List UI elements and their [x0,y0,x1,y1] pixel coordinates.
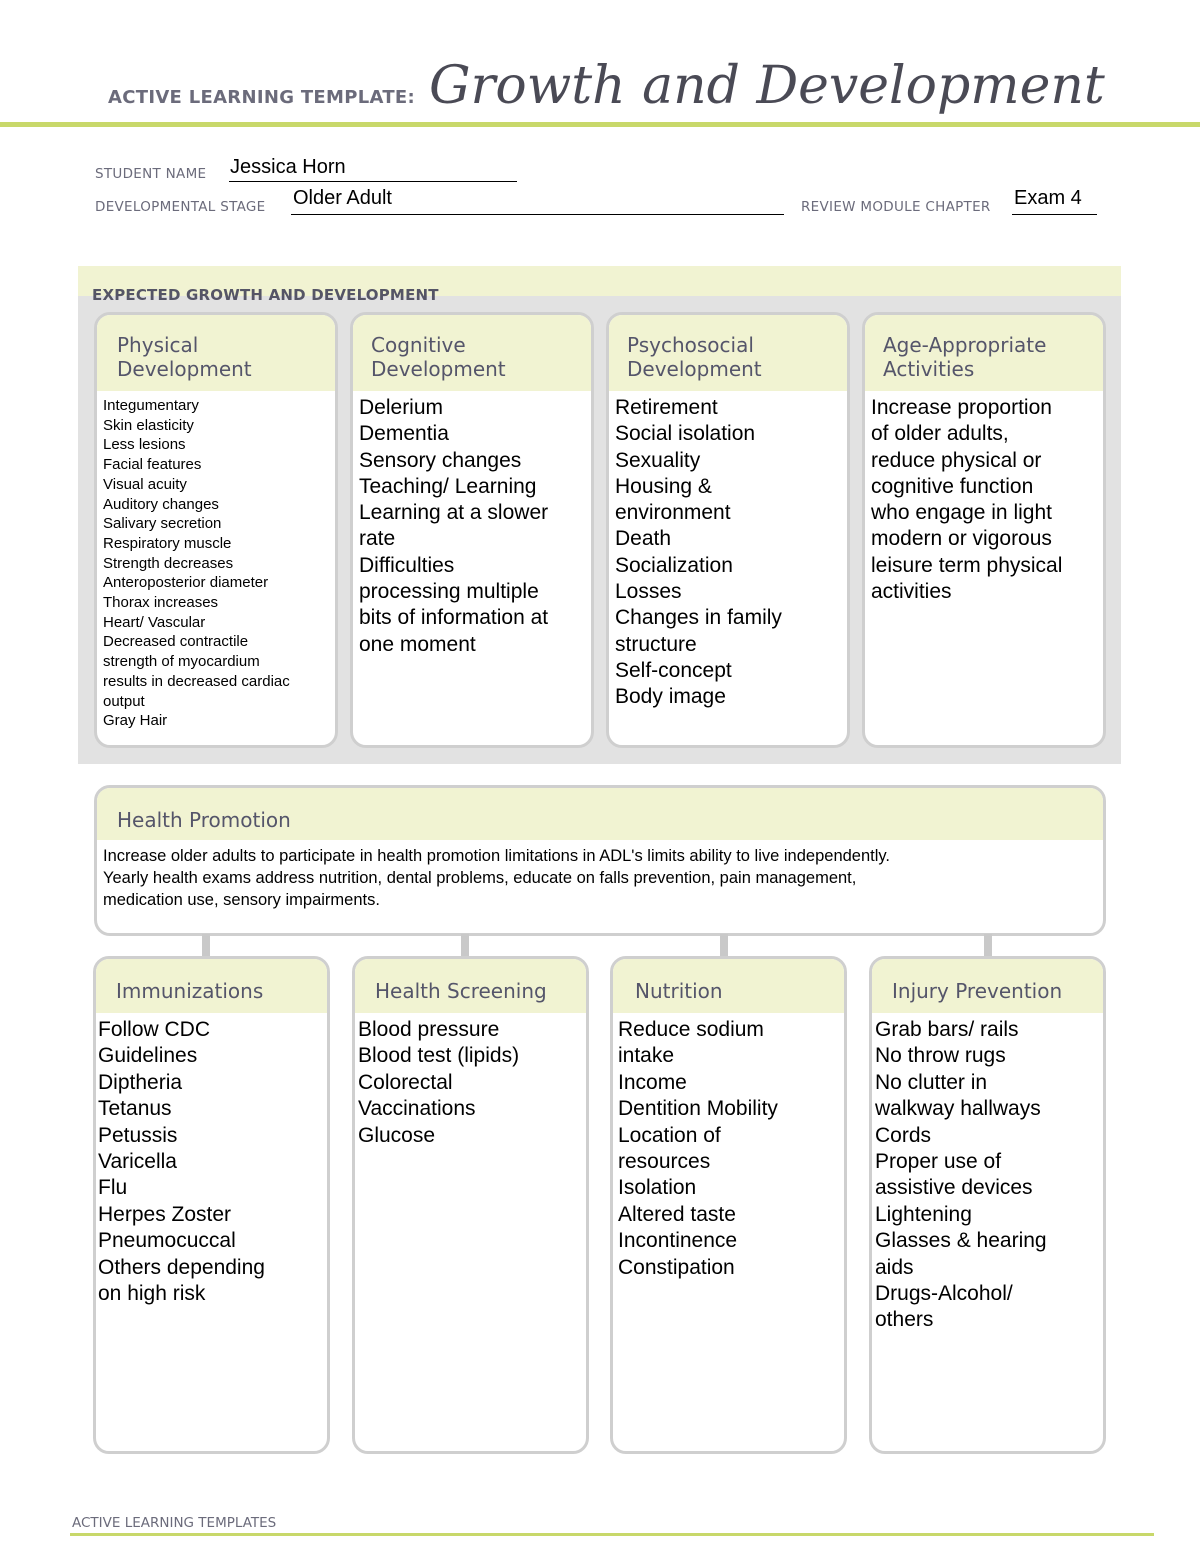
list-item: Proper use of [875,1150,1002,1174]
developmental-stage-label: DEVELOPMENTAL STAGE [95,199,266,215]
list-item: Retirement [615,396,718,419]
list-item: Losses [615,580,682,604]
psychosocial-development-list [609,391,847,711]
cognitive-development-list [353,391,591,658]
heading-line: Development [371,357,506,381]
nutrition-list [613,1013,844,1281]
list-item: Glasses & hearing [875,1229,1047,1253]
immunizations-heading: Immunizations [96,959,327,1013]
connector-immunizations [202,934,210,956]
list-item: Colorectal [358,1070,453,1094]
list-item: Teaching/ Learning [359,474,537,498]
list-item: Cords [875,1123,932,1147]
text-line: medication use, sensory impairments. [103,891,380,909]
list-item: intake [618,1044,675,1068]
list-item: Respiratory muscle [103,534,232,552]
list-item: Drugs-Alcohol/ [875,1282,1013,1306]
list-item: Dentition Mobility [618,1097,778,1121]
list-item: one moment [359,632,476,656]
list-item: structure [615,632,697,656]
injury-prevention-list [872,1013,1103,1334]
footer-label: ACTIVE LEARNING TEMPLATES [72,1515,277,1531]
list-item: Varicella [98,1150,177,1174]
list-item: Less lesions [103,436,186,454]
template-label: ACTIVE LEARNING TEMPLATE: [108,87,415,108]
list-item: leisure term physical [871,553,1063,577]
review-module-chapter-label: REVIEW MODULE CHAPTER [801,199,991,215]
list-item: Constipation [618,1255,735,1279]
health-screening-box [352,956,589,1454]
list-item: Altered taste [618,1202,736,1226]
list-item: on high risk [98,1282,206,1306]
list-item: Changes in family [615,606,782,630]
health-promotion-text [97,840,1103,911]
list-item: Income [618,1070,687,1094]
student-name-value[interactable]: Jessica Horn [230,156,346,178]
list-item: cognitive function [871,474,1034,498]
list-item: Location of [618,1123,721,1147]
age-appropriate-activities-heading [865,315,1103,391]
list-item: Socialization [615,553,733,577]
psychosocial-development-heading [609,315,847,391]
page-title: Growth and Development [429,56,1105,116]
list-item: walkway hallways [875,1097,1041,1121]
heading-line: Development [117,357,252,381]
physical-development-list [97,391,335,731]
list-item: Self-concept [615,658,732,682]
list-item: Isolation [618,1176,697,1200]
list-item: Strength decreases [103,554,234,572]
list-item: Thorax increases [103,594,219,612]
heading-line: Development [627,357,762,381]
list-item: bits of information at [359,606,549,630]
list-item: Auditory changes [103,495,219,513]
injury-prevention-heading: Injury Prevention [872,959,1103,1013]
health-screening-list [355,1013,586,1149]
list-item: Body image [615,685,726,709]
student-name-label: STUDENT NAME [95,166,207,182]
list-item: resources [618,1150,711,1174]
heading-line: Age-Appropriate [883,333,1047,357]
connector-injury-prevention [984,934,992,956]
developmental-stage-value[interactable]: Older Adult [293,187,392,209]
list-item: Anteroposterior diameter [103,574,269,592]
list-item: No throw rugs [875,1044,1006,1068]
list-item: Heart/ Vascular [103,613,206,631]
heading-line: Cognitive [371,333,466,357]
list-item: Blood test (lipids) [358,1044,520,1068]
list-item: Difficulties [359,553,455,577]
list-item: Others depending [98,1255,265,1279]
connector-health-screening [461,934,469,956]
injury-prevention-box [869,956,1106,1454]
expected-growth-title: EXPECTED GROWTH AND DEVELOPMENT [92,286,439,304]
list-item: Incontinence [618,1229,738,1253]
list-item: who engage in light [871,501,1052,525]
list-item: Sensory changes [359,448,522,472]
list-item: Tetanus [98,1097,172,1121]
health-promotion-box [94,785,1106,936]
list-item: Delerium [359,396,444,419]
nutrition-heading: Nutrition [613,959,844,1013]
list-item: No clutter in [875,1070,988,1094]
list-item: Learning at a slower [359,501,549,525]
physical-development-box [94,312,338,748]
list-item: Death [615,527,672,551]
list-item: Flu [98,1176,128,1200]
header-rule [0,122,1200,127]
list-item: Petussis [98,1123,178,1147]
list-item: environment [615,501,731,525]
list-item: rate [359,527,396,551]
heading-line: Psychosocial [627,333,754,357]
list-item: Salivary secretion [103,515,222,533]
physical-development-heading [97,315,335,391]
list-item: processing multiple [359,580,539,604]
list-item: output [103,692,145,710]
list-item: Housing & [615,474,712,498]
list-item: Guidelines [98,1044,198,1068]
list-item: Reduce sodium [618,1018,764,1041]
text-line: Increase older adults to participate in health promotion limitations in ADL's limits ability to live independently. [103,847,891,865]
list-item: activities [871,580,952,604]
list-item: Skin elasticity [103,416,194,434]
list-item: Follow CDC [98,1018,211,1041]
list-item: Dementia [359,422,449,446]
list-item: Gray Hair [103,712,168,730]
list-item: Diptheria [98,1070,183,1094]
list-item: modern or vigorous [871,527,1052,551]
list-item: Herpes Zoster [98,1202,232,1226]
list-item: others [875,1308,934,1332]
footer-rule [70,1533,1154,1536]
list-item: Decreased contractile [103,633,249,651]
list-item: Glucose [358,1123,436,1147]
list-item: aids [875,1255,914,1279]
list-item: of older adults, [871,422,1009,446]
template-header [108,56,1105,116]
list-item: results in decreased cardiac [103,672,290,690]
nutrition-box [610,956,847,1454]
list-item: Pneumocuccal [98,1229,236,1253]
review-module-chapter-value[interactable]: Exam 4 [1014,187,1082,209]
list-item: Social isolation [615,422,756,446]
text-line: Yearly health exams address nutrition, dental problems, educate on falls prevention, pain management, [103,869,857,887]
list-item: Integumentary [103,397,199,414]
list-item: Visual acuity [103,475,187,493]
health-promotion-heading: Health Promotion [97,788,1103,840]
list-item: Sexuality [615,448,701,472]
age-appropriate-activities-box [862,312,1106,748]
age-appropriate-activities-list [865,391,1103,605]
immunizations-box [93,956,330,1454]
list-item: Blood pressure [358,1018,500,1041]
list-item: Vaccinations [358,1097,476,1121]
immunizations-list [96,1013,327,1307]
psychosocial-development-box [606,312,850,748]
list-item: Increase proportion [871,396,1052,419]
list-item: Grab bars/ rails [875,1018,1019,1041]
cognitive-development-box [350,312,594,748]
list-item: assistive devices [875,1176,1033,1200]
list-item: strength of myocardium [103,653,260,671]
connector-nutrition [720,934,728,956]
heading-line: Physical [117,333,199,357]
list-item: Lightening [875,1202,972,1226]
heading-line: Activities [883,357,975,381]
list-item: Facial features [103,456,202,474]
list-item: reduce physical or [871,448,1042,472]
health-screening-heading: Health Screening [355,959,586,1013]
cognitive-development-heading [353,315,591,391]
